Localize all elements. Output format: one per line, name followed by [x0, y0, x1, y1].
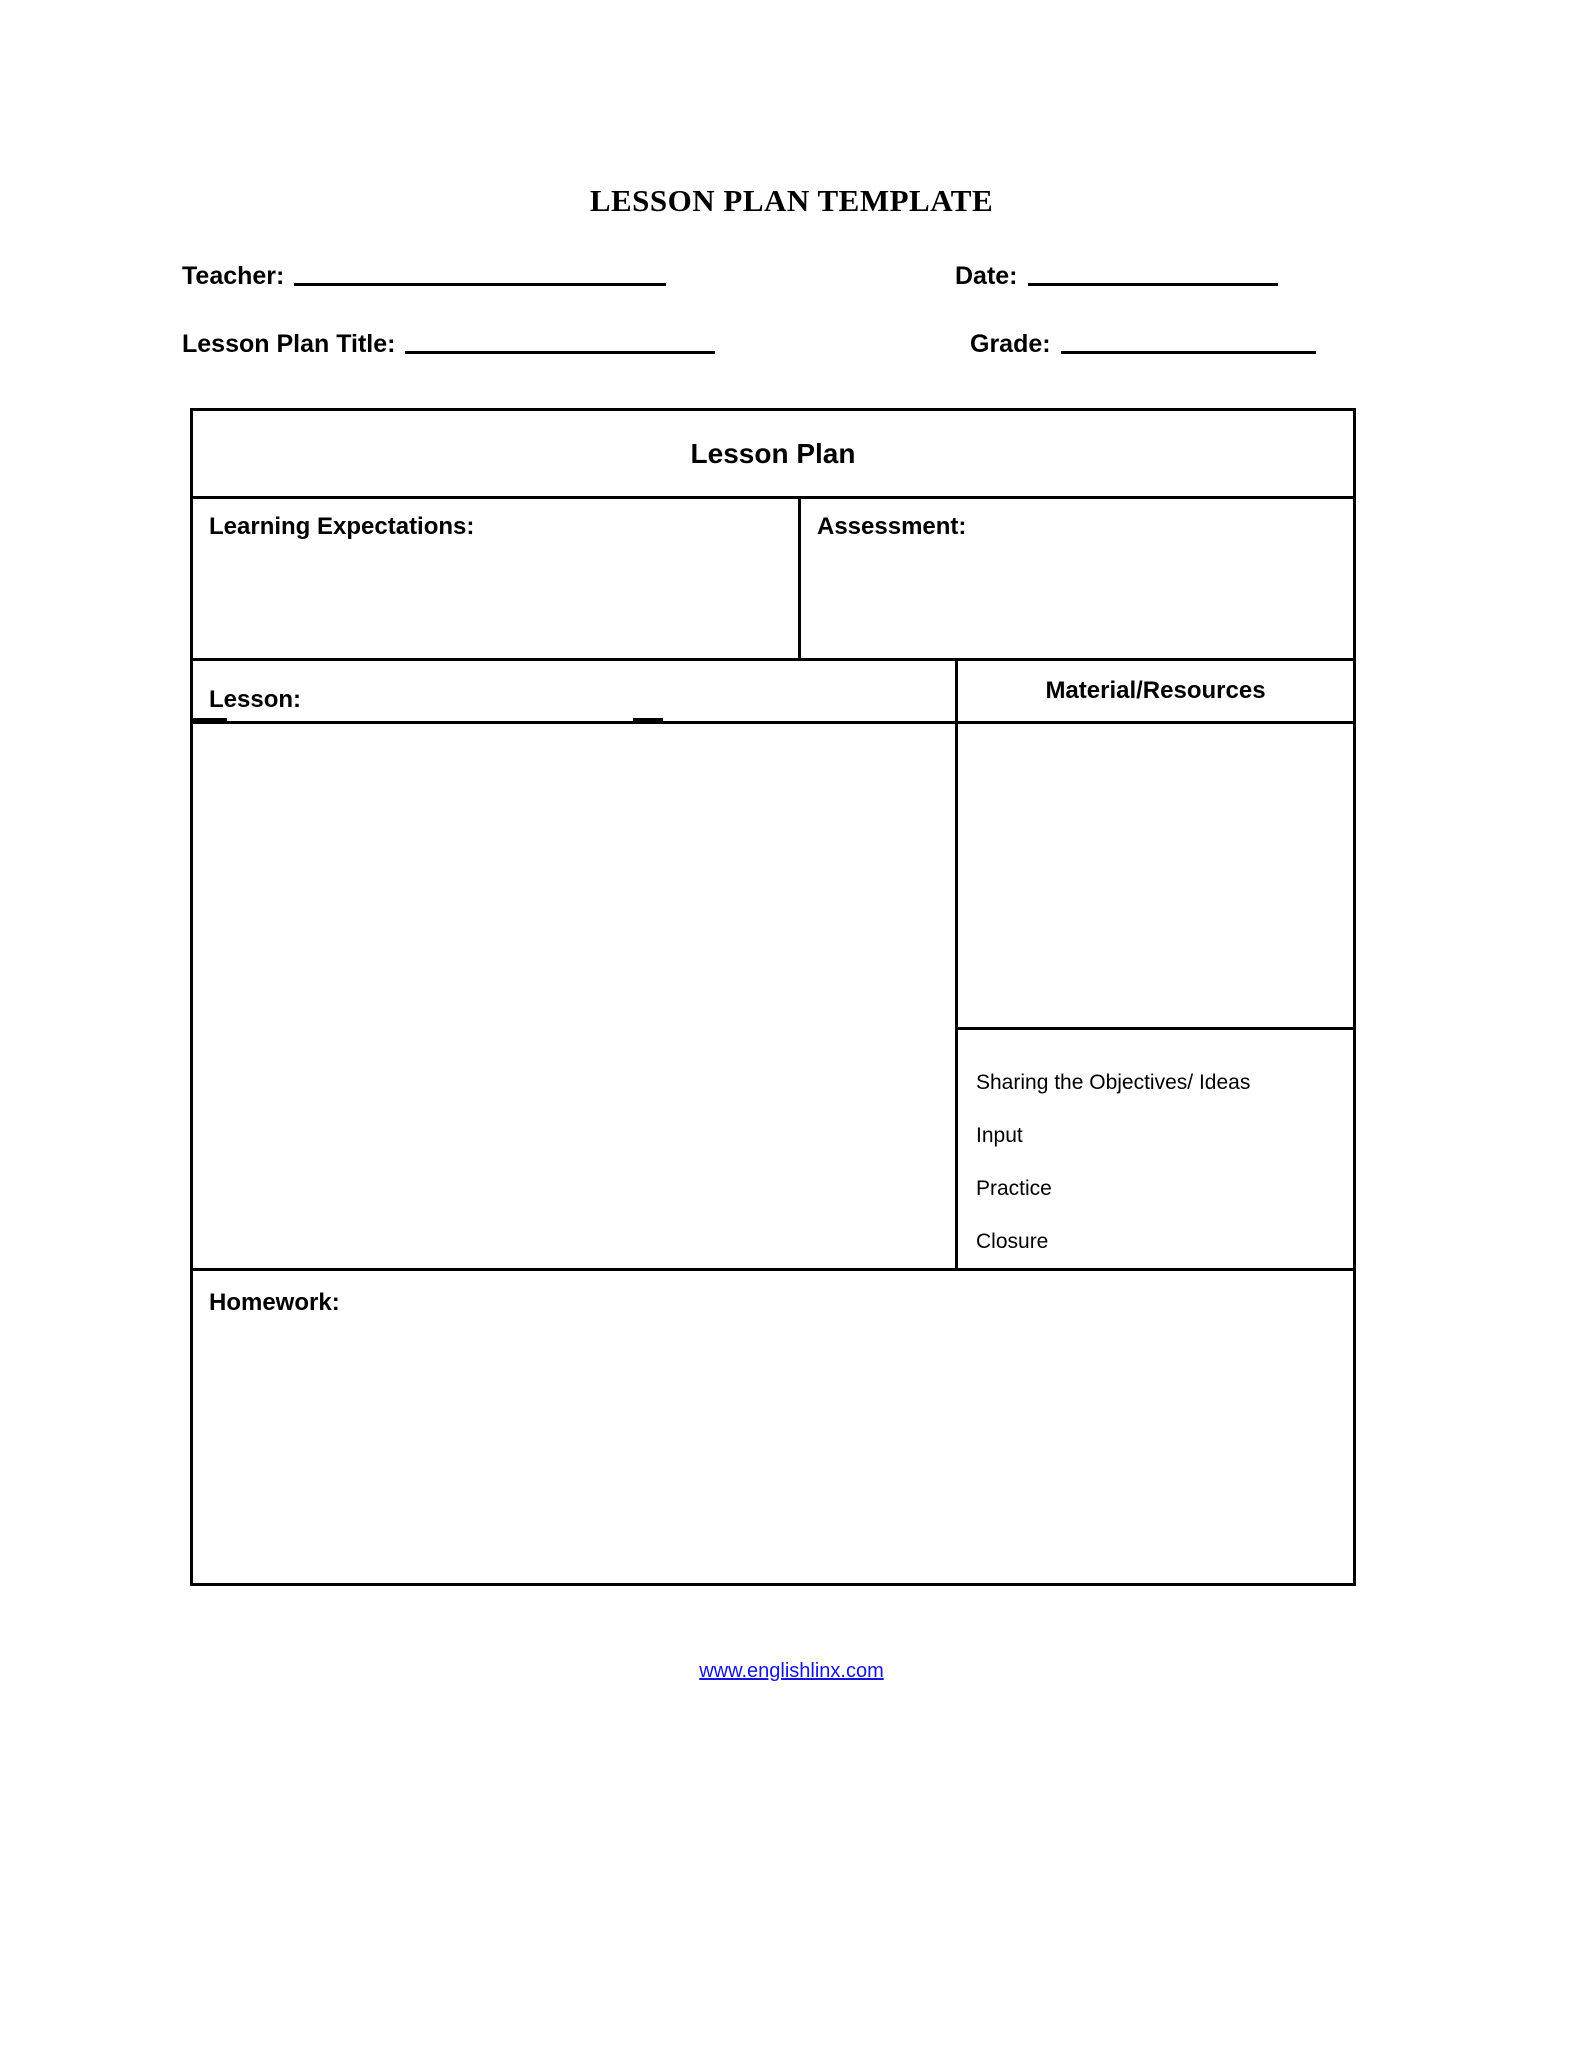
material-resources-writing-area[interactable] — [958, 724, 1353, 1030]
table-banner-label: Lesson Plan — [690, 437, 856, 469]
field-date-label: Date: — [955, 262, 1018, 290]
footer-website-link[interactable]: www.englishlinx.com — [699, 1660, 884, 1682]
table-row-expectations-assessment — [193, 499, 1353, 661]
homework-heading: Homework: — [209, 1289, 340, 1316]
learning-expectations-heading: Learning Expectations: — [209, 513, 475, 540]
list-item: Closure — [976, 1230, 1049, 1253]
material-resources-heading: Material/Resources — [1045, 677, 1266, 704]
table-banner-row — [193, 411, 1353, 499]
table-row-body — [193, 724, 1353, 1271]
field-grade-label: Grade: — [970, 330, 1051, 358]
field-teacher — [182, 262, 666, 290]
cell-material-resources-heading — [958, 661, 1353, 721]
cell-homework[interactable] — [193, 1271, 1353, 1583]
list-item: Sharing the Objectives/ Ideas — [976, 1071, 1251, 1094]
cell-assessment[interactable] — [801, 499, 1353, 658]
page-title: LESSON PLAN TEMPLATE — [589, 183, 994, 218]
cell-learning-expectations[interactable] — [193, 499, 801, 658]
lesson-heading: Lesson: — [209, 686, 302, 713]
list-item: Input — [976, 1124, 1023, 1147]
field-grade — [970, 330, 1316, 358]
assessment-heading: Assessment: — [817, 513, 967, 540]
list-item: Practice — [976, 1177, 1052, 1200]
field-date — [955, 262, 1278, 290]
footer — [0, 1660, 1583, 1683]
field-date-input[interactable] — [1028, 282, 1278, 286]
lesson-plan-table — [190, 408, 1356, 1586]
table-row-lesson-material-headings — [193, 661, 1353, 724]
field-teacher-label: Teacher: — [182, 262, 285, 290]
lesson-underline-right — [633, 718, 663, 721]
field-lesson-plan-title — [182, 330, 715, 358]
field-lesson-plan-title-input[interactable] — [405, 350, 715, 354]
field-grade-input[interactable] — [1061, 350, 1316, 354]
cell-material-resources-body — [958, 724, 1353, 1268]
field-teacher-input[interactable] — [294, 282, 666, 286]
lesson-steps-list — [958, 1030, 1353, 1268]
lesson-underline-left — [193, 718, 227, 721]
cell-lesson-body[interactable] — [193, 724, 958, 1268]
cell-lesson-heading — [193, 661, 958, 721]
field-lesson-plan-title-label: Lesson Plan Title: — [182, 330, 396, 358]
